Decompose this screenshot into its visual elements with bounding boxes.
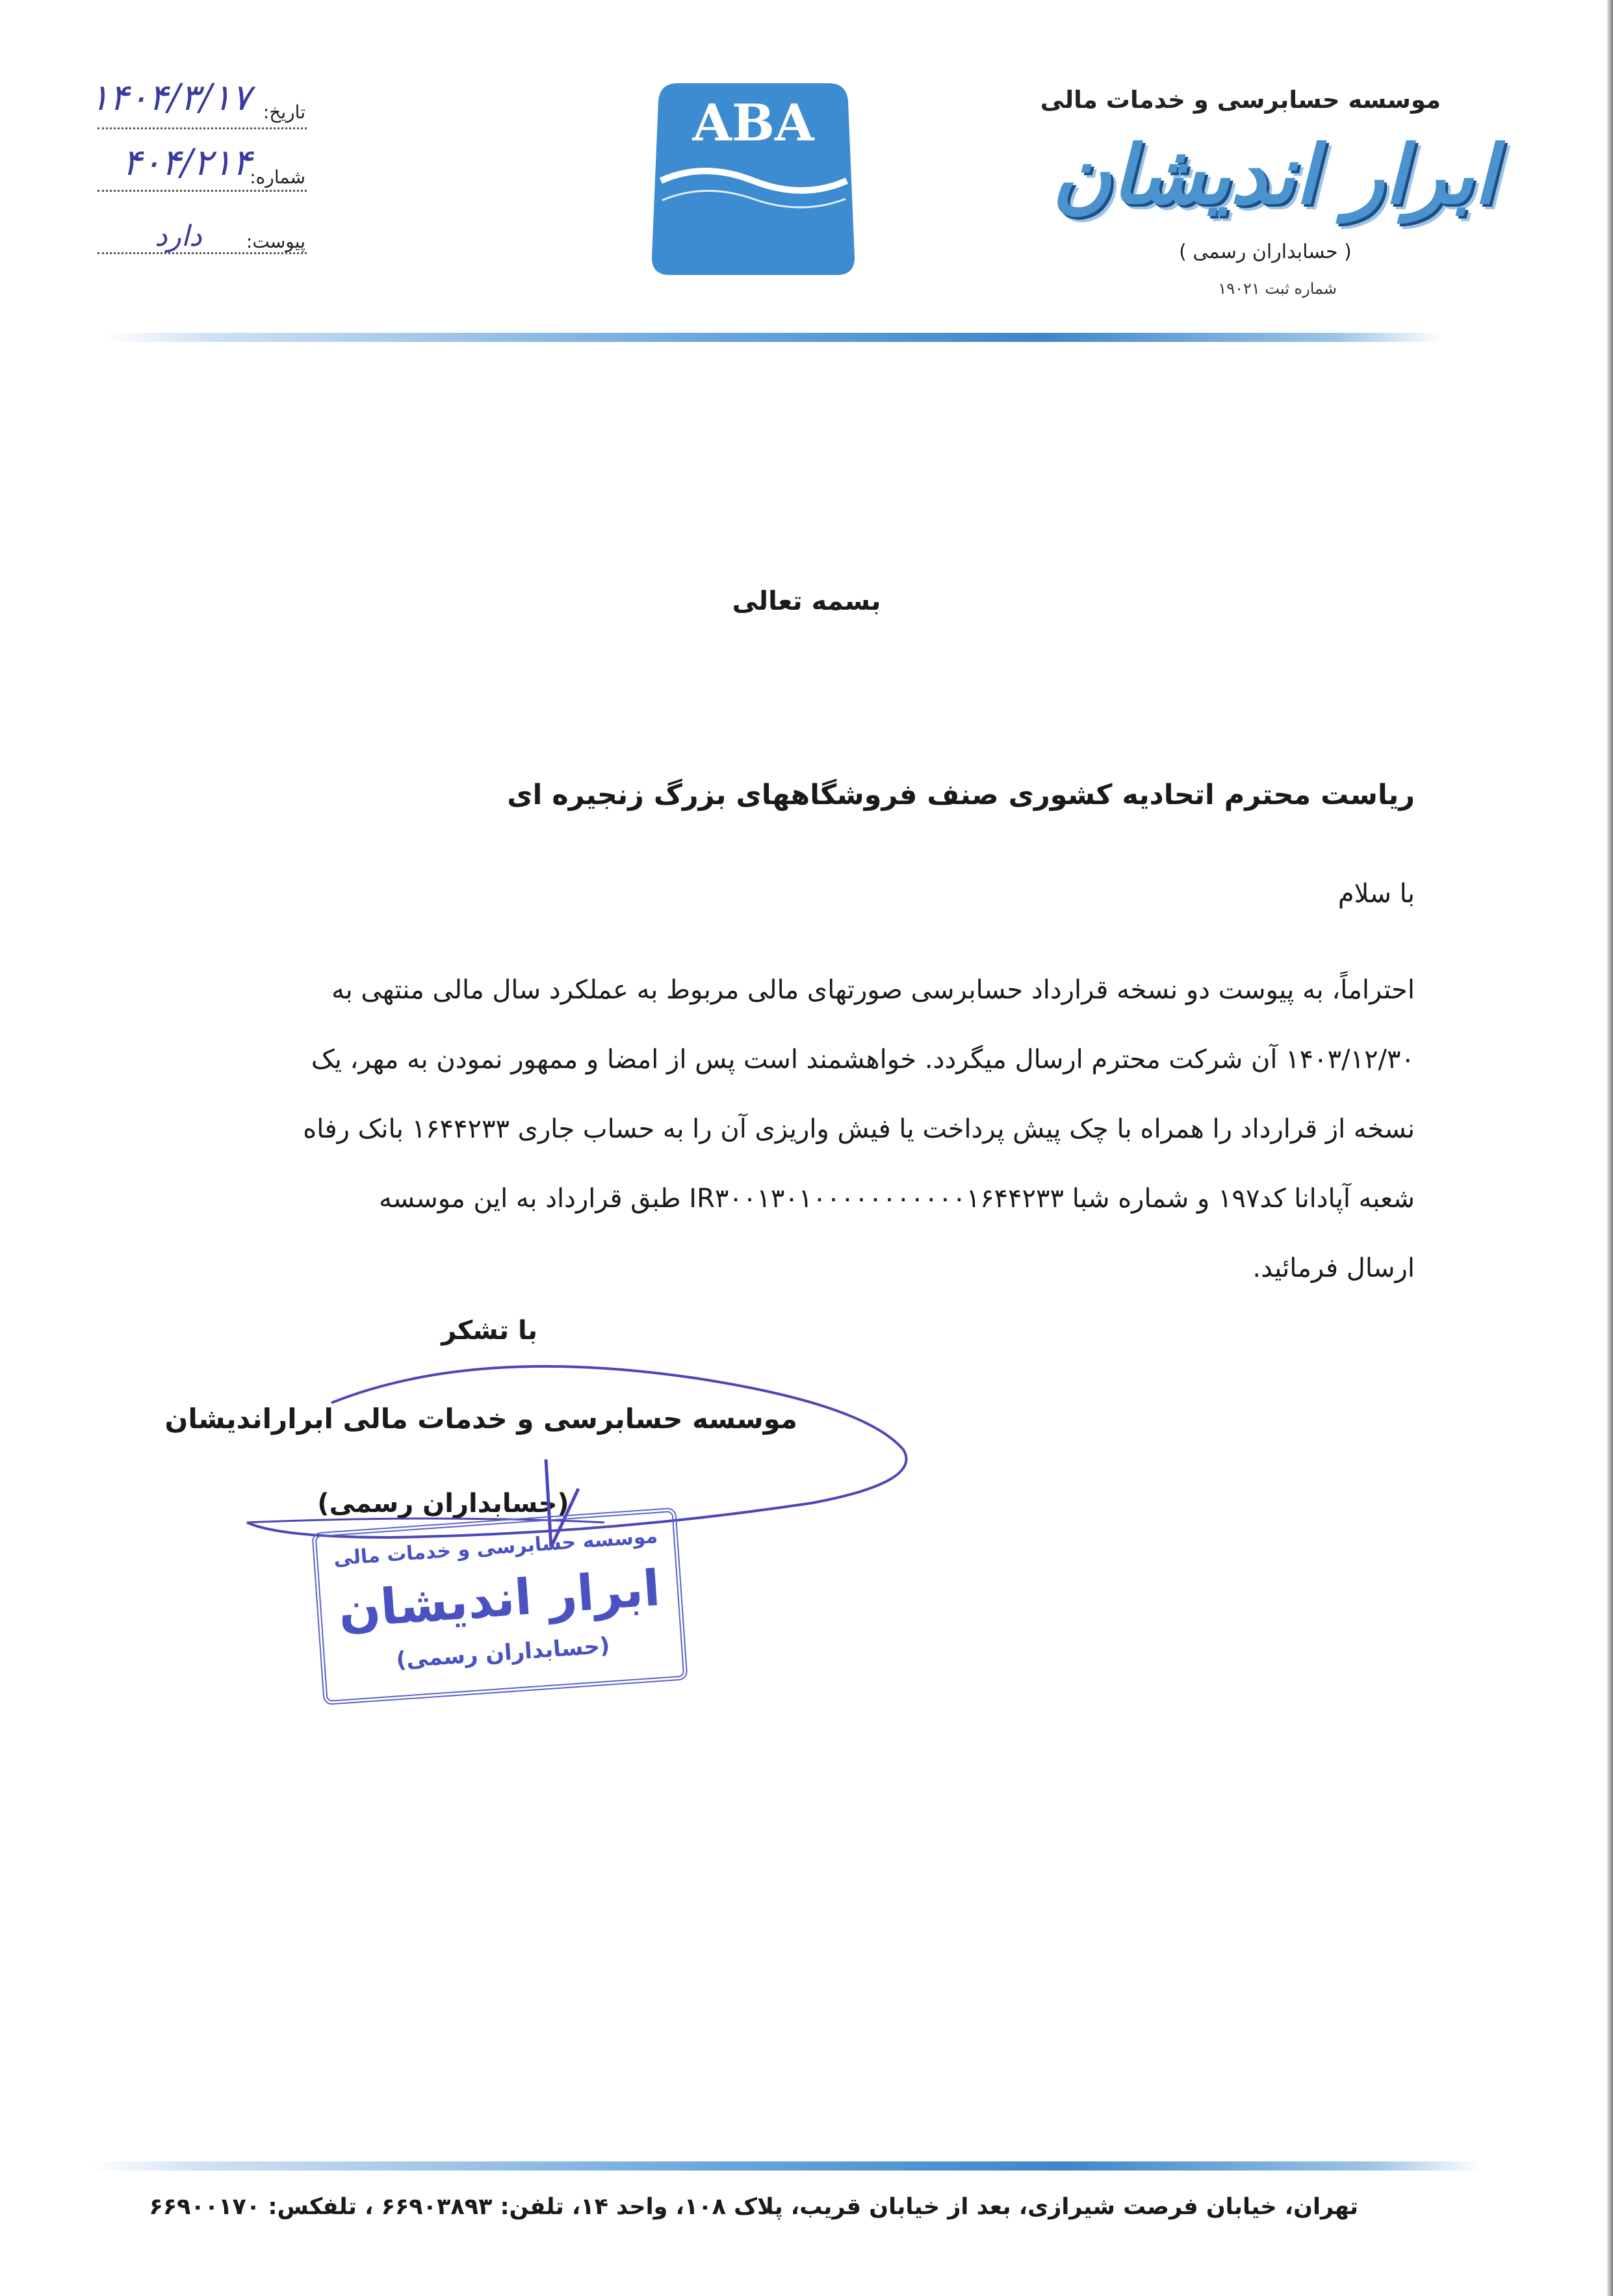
date-value: ۱۴۰۴/۳/۱۷ [90,77,252,119]
greeting: با سلام [1337,879,1415,909]
number-value: ۴۰۴/۲۱۴ [122,142,252,184]
recipient-line: ریاست محترم اتحادیه کشوری صنف فروشگاههای بزرگ زنجیره ای [507,779,1415,811]
brand-name: ابرار اندیشان [1052,129,1496,222]
paragraph-line: نسخه از قرارداد را همراه با چک پیش پرداخت یا فیش واریزی آن را به حساب جاری ۱۶۴۴۲۳۳ بانک رفاه [303,1114,1415,1144]
stamp-line: موسسه حسابرسی و خدمات مالی [333,1524,659,1571]
date-label: تاریخ: [263,101,305,123]
official-stamp [311,1507,688,1706]
registration-number: شماره ثبت ۱۹۰۲۱ [1218,280,1337,298]
date-dotted-line [97,127,307,129]
paragraph-line: شعبه آپادانا کد۱۹۷ و شماره شبا IR۳۰۰۱۳۰۱۰۰۰۰۰۰۰۰۰۰۰۱۶۴۴۲۳۳ طبق قرارداد به این موسسه [379,1184,1415,1214]
stamp-line: (حسابداران رسمی) [395,1632,611,1674]
attachment-dotted-line [97,252,307,254]
attachment-value: دارد [155,220,202,253]
invocation: بسمه تعالی [732,586,881,616]
signatory-organization: موسسه حسابرسی و خدمات مالی ابراراندیشان [164,1403,797,1435]
header-divider [104,333,1443,342]
footer-address: تهران، خیابان فرصت شیرازی، بعد از خیابان قریب، پلاک ۱۰۸، واحد ۱۴، تلفن: ۶۶۹۰۳۸۹۳ ، تلفکس: ۶۶۹۰۰۱۷۰ [149,2194,1358,2220]
number-label: شماره: [250,166,305,188]
letter-paragraph [148,956,1415,1303]
scan-edge [1607,0,1613,2296]
brand-subtitle: ( حسابداران رسمی ) [1179,241,1352,263]
signatory-subtitle: (حسابداران رسمی) [317,1489,569,1519]
stamp-line: ابرار اندیشان [336,1558,662,1639]
paragraph-line: ارسال فرمائید. [1252,1253,1415,1283]
closing-phrase: با تشکر [441,1316,537,1346]
paragraph-line: احتراماً، به پیوست دو نسخه قرارداد حسابرسی صورتهای مالی مربوط به عملکرد سال مالی منتهی به [331,975,1415,1005]
institute-name: موسسه حسابرسی و خدمات مالی [1040,86,1441,114]
attachment-label: پیوست: [246,231,305,252]
paragraph-line: ۱۴۰۳/۱۲/۳۰ آن شرکت محترم ارسال میگردد. خواهشمند است پس از امضا و ممهور نمودن به مهر، یک [311,1045,1415,1075]
footer-divider [91,2161,1482,2171]
aba-logo [652,83,855,275]
number-dotted-line [97,190,307,192]
logo-text: ABA [692,94,814,153]
